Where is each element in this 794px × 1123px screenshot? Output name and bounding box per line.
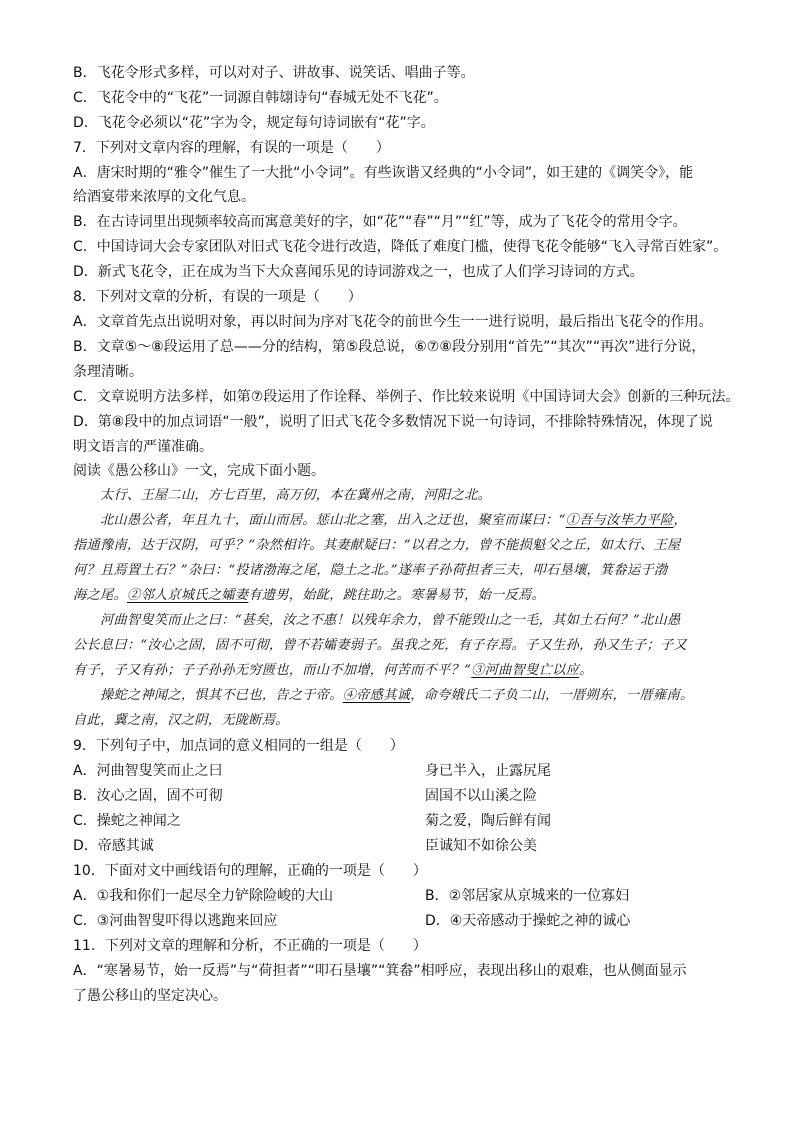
q10-stem: 10．下面对文中画线语句的理解，正确的一项是（ ）: [73, 863, 427, 879]
q9-stem: 9．下列句子中，加点词的意义相同的一组是（ ）: [73, 738, 404, 754]
passage-paragraph-4-line-1: [100, 686, 754, 706]
q10-option-b: B．②邻居家从京城来的一位寡妇: [425, 888, 630, 904]
underlined-sentence-3: ③河曲智叟亡以应: [471, 663, 580, 678]
q9-option-c: [73, 811, 754, 831]
passage-text: 操蛇之神闻之，惧其不已也，告之于帝。: [100, 688, 343, 703]
q9-option-c-right: 菊之爱，陶后鲜有闻: [425, 813, 551, 829]
q7-option-b: B．在古诗词里出现频率较高而寓意美好的字，如“花”“春”“月”“红”等，成为了飞花令的常用令字。: [73, 214, 687, 230]
passage-paragraph-2-line-2: 指通豫南，达于汉阴，可乎？”杂然相许。其妻献疑曰：“以君之力，曾不能损魁父之丘，如太行、王屋: [73, 538, 681, 553]
q8-option-c: C．文章说明方法多样，如第⑦段运用了作诠释、举例子、作比较来说明《中国诗词大会》创新的三种玩法。: [73, 389, 740, 405]
q8-option-b: B．文章⑤～⑧段运用了总——分的结构，第⑤段总说，⑥⑦⑧段分别用“首先”“其次”“再次”进行分说，: [73, 339, 706, 355]
q6-option-c: C．飞花令中的“飞花”一词源自韩翃诗句“春城无处不飞花”。: [73, 90, 448, 106]
passage-paragraph-3-line-1: 河曲智叟笑而止之曰：“甚矣，汝之不惠！以残年余力，曾不能毁山之一毛，其如土石何？”北山愚: [100, 613, 681, 628]
q9-option-a-left: A．河曲智叟笑而止之曰: [73, 763, 223, 779]
q9-option-d: [73, 836, 754, 856]
underlined-sentence-1: ①吾与汝毕力平险: [565, 513, 674, 528]
underlined-sentence-4: ④帝感其诚: [342, 688, 411, 703]
q10-option-a: A．①我和你们一起尽全力铲除险峻的大山: [73, 888, 334, 904]
q9-option-b-left: B．汝心之固，固不可彻: [73, 788, 223, 804]
q7-option-a: A．唐宋时期的“雅令”催生了一大批“小令词”。有些诙谐又经典的“小令词”，如王建的《调笑令》，能: [73, 165, 694, 181]
passage-text: 海之尾。: [73, 588, 127, 603]
q10-options-row-2: [73, 911, 754, 931]
passage-paragraph-2-line-3: 何？且焉置土石？”杂曰：“投诸渤海之尾，隐土之北。”遂率子孙荷担者三夫，叩石垦壤，箕畚运于渤: [73, 563, 668, 578]
q11-option-a: A．“寒暑易节，始一反焉”与“荷担者”“叩石垦壤”“箕畚”相呼应，表现出移山的艰难，也从侧面显示: [73, 963, 687, 979]
passage-text: ，命夸娥氏二子负二山，一厝朔东，一厝雍南。: [410, 688, 694, 703]
passage-text: ，: [673, 513, 688, 528]
passage-text: 有子，子又有孙；子子孙孙无穷匮也，而山不加增，何苦而不平？”: [73, 663, 472, 678]
q8-option-d-cont: 明文语言的严谨准确。: [73, 439, 213, 455]
passage-paragraph-1: 太行、王屋二山，方七百里，高万仞，本在冀州之南，河阳之北。: [100, 488, 492, 503]
q9-option-d-left: D．帝感其诚: [73, 838, 154, 854]
q8-option-b-cont: 条理清晰。: [73, 364, 143, 380]
q9-option-a: [73, 761, 754, 781]
q6-option-d: D．飞花令必须以“花”字为令，规定每句诗词嵌有“花”字。: [73, 115, 435, 131]
reading-intro: 阅读《愚公移山》一文，完成下面小题。: [73, 463, 325, 479]
passage-text: 。: [579, 663, 593, 678]
passage-text: 北山愚公者，年且九十，面山而居。惩山北之塞，出入之迂也，聚室而谋曰：“: [100, 513, 566, 528]
passage-paragraph-3-line-3: [73, 661, 754, 681]
q9-option-c-left: C．操蛇之神闻之: [73, 813, 181, 829]
passage-text: 有遗男，始龀，跳往助之。寒暑易节，始一反焉。: [248, 588, 546, 603]
q9-option-a-right: 身已半入，止露尻尾: [425, 763, 551, 779]
q9-option-b-right: 固国不以山溪之险: [425, 788, 537, 804]
q8-option-a: A．文章首先点出说明对象，再以时间为序对飞花令的前世今生一一进行说明，最后指出飞花令的作用。: [73, 314, 713, 330]
q9-option-d-right: 臣诚知不如徐公美: [425, 838, 537, 854]
q10-option-d: D．④天帝感动于操蛇之神的诚心: [425, 913, 631, 929]
passage-paragraph-2-line-4: [73, 586, 754, 606]
q10-options-row-1: [73, 886, 754, 906]
q8-option-d: D．第⑧段中的加点词语“一般”，说明了旧式飞花令多数情况下说一句诗词，不排除特殊情况，体现了说: [73, 414, 713, 430]
underlined-sentence-2: ②邻人京城氏之孀妻: [126, 588, 249, 603]
passage-paragraph-4-line-2: 自此，冀之南，汉之阴，无陇断焉。: [73, 713, 289, 728]
q7-option-a-cont: 给酒宴带来浓厚的文化气息。: [73, 189, 255, 205]
q11-option-a-cont: 了愚公移山的坚定决心。: [73, 988, 227, 1004]
q10-option-c: C．③河曲智叟吓得以逃跑来回应: [73, 913, 278, 929]
q7-option-c: C．中国诗词大会专家团队对旧式飞花令进行改造，降低了难度门槛，使得飞花令能够“飞入寻常百姓家”。: [73, 239, 728, 255]
q8-stem: 8．下列对文章的分析，有误的一项是（ ）: [73, 289, 362, 305]
q7-stem: 7．下列对文章内容的理解，有误的一项是（ ）: [73, 140, 390, 156]
passage-paragraph-3-line-2: 公长息曰：“汝心之固，固不可彻，曾不若孀妻弱子。虽我之死，有子存焉。子又生孙，孙又生子；子又: [73, 638, 687, 653]
q7-option-d: D．新式飞花令，正在成为当下大众喜闻乐见的诗词游戏之一，也成了人们学习诗词的方式。: [73, 264, 644, 280]
passage-paragraph-2-line-1: [100, 511, 754, 531]
q11-stem: 11．下列对文章的理解和分析，不正确的一项是（ ）: [73, 938, 427, 954]
q9-option-b: [73, 786, 754, 806]
q6-option-b: B．飞花令形式多样，可以对对子、讲故事、说笑话、唱曲子等。: [73, 65, 475, 81]
